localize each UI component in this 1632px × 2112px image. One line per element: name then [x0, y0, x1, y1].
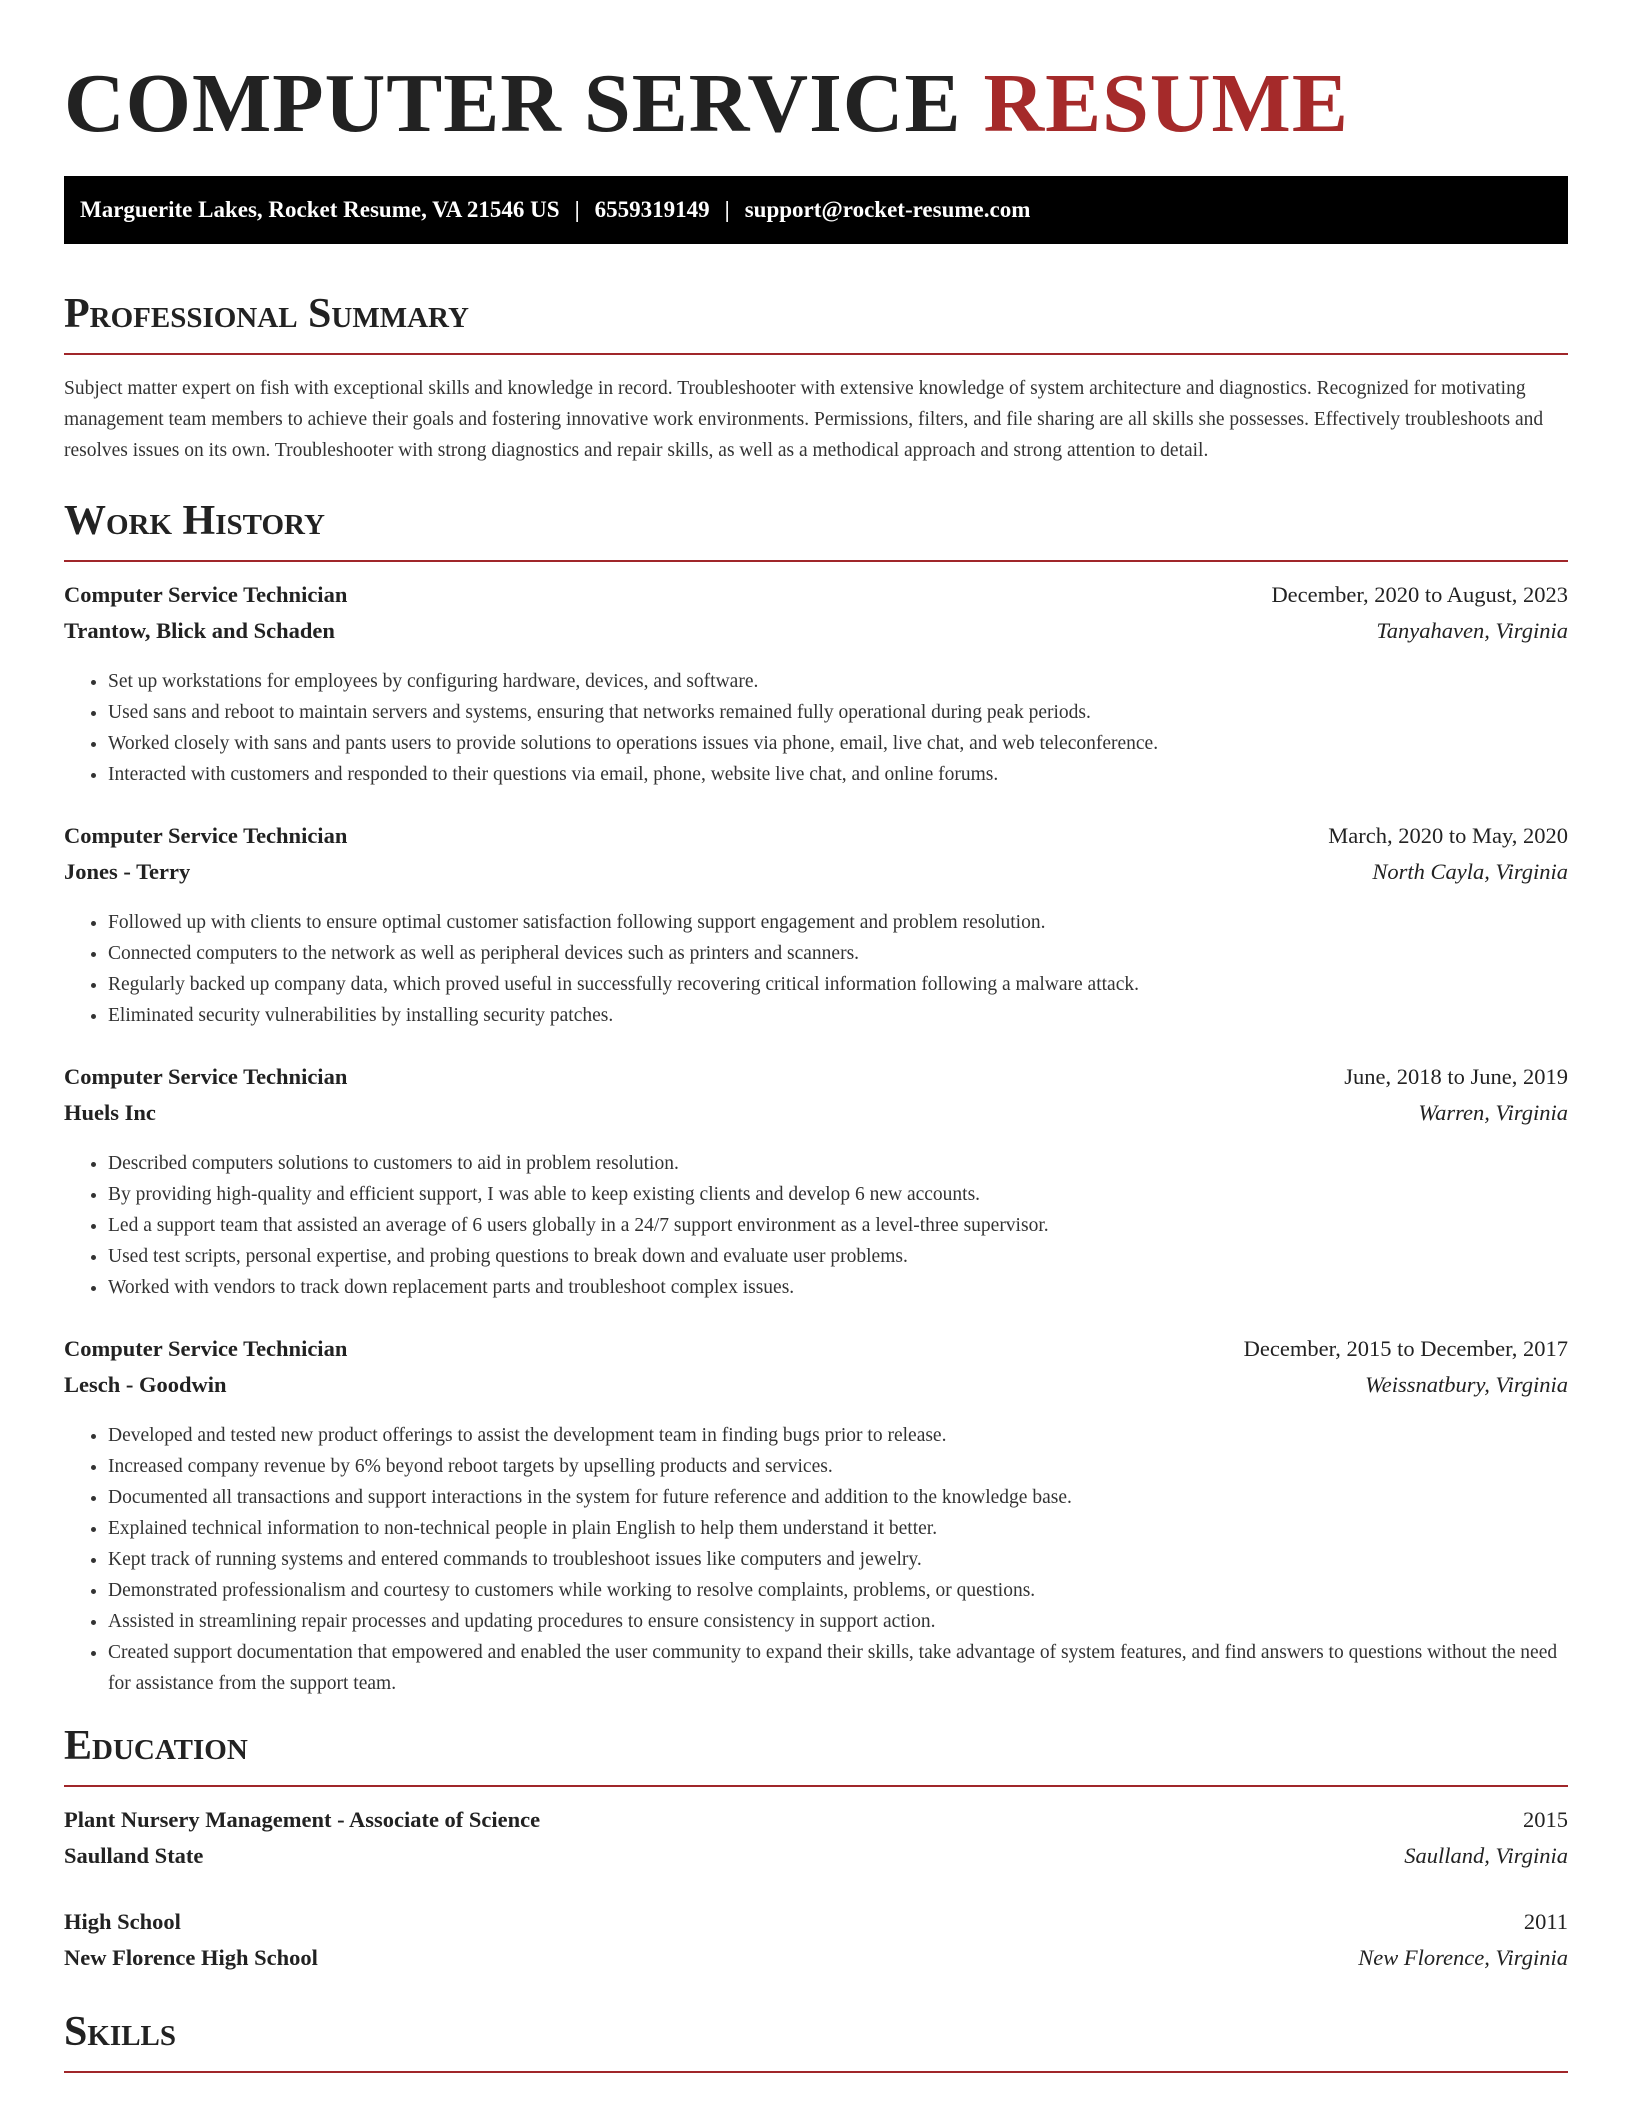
- section-heading-summary: Professional Summary: [64, 291, 469, 337]
- job-bullet: • Kept track of running systems and entered commands to troubleshoot issues like computers and jewelry.: [108, 1544, 1568, 1575]
- job-title: Computer Service Technician: [64, 1336, 348, 1361]
- job-bullet: • Demonstrated professionalism and courtesy to customers while working to resolve complaints, problems, or questions.: [108, 1575, 1568, 1606]
- job-bullets: [64, 1148, 1568, 1303]
- education-entry: [64, 1807, 1568, 1879]
- education-degree: High School: [64, 1909, 181, 1934]
- job-bullet: • Documented all transactions and support interactions in the system for future reference and addition to the knowledge base.: [108, 1482, 1568, 1513]
- education-location: New Florence, Virginia: [1358, 1945, 1568, 1970]
- education-entry: [64, 1909, 1568, 1981]
- job-entry: [64, 582, 1568, 790]
- job-dates: March, 2020 to May, 2020: [1328, 823, 1568, 848]
- job-bullet: • Described computers solutions to customers to aid in problem resolution.: [108, 1148, 1568, 1179]
- section-divider: [64, 2071, 1568, 2073]
- contact-email: support@rocket-resume.com: [744, 197, 1031, 222]
- job-location: Warren, Virginia: [1418, 1100, 1568, 1125]
- education-year: 2015: [1523, 1807, 1568, 1832]
- job-bullet: • By providing high-quality and efficient support, I was able to keep existing clients and develop 6 new accounts.: [108, 1179, 1568, 1210]
- job-company: Jones - Terry: [64, 859, 191, 884]
- job-bullet: • Led a support team that assisted an average of 6 users globally in a 24/7 support environment as a level-three supervisor.: [108, 1210, 1568, 1241]
- education-school: New Florence High School: [64, 1945, 318, 1970]
- job-entry: [64, 1336, 1568, 1699]
- job-title: Computer Service Technician: [64, 1064, 348, 1089]
- job-company: Huels Inc: [64, 1100, 156, 1125]
- job-bullet: • Worked closely with sans and pants users to provide solutions to operations issues via phone, email, live chat, and web teleconference.: [108, 728, 1568, 759]
- contact-bar: [64, 176, 1568, 244]
- section-divider: [64, 560, 1568, 562]
- education-year: 2011: [1523, 1909, 1568, 1934]
- resume-title: [64, 56, 1568, 152]
- job-bullet: • Created support documentation that empowered and enabled the user community to expand their skills, take advantage of system features, and find answers to questions without the need for assistance from the support team.: [108, 1637, 1568, 1699]
- job-location: Weissnatbury, Virginia: [1365, 1372, 1568, 1397]
- contact-address: Marguerite Lakes, Rocket Resume, VA 21546 US: [80, 197, 560, 222]
- job-bullet: • Eliminated security vulnerabilities by installing security patches.: [108, 1000, 1568, 1031]
- job-company: Lesch - Goodwin: [64, 1372, 227, 1397]
- job-bullet: • Regularly backed up company data, which proved useful in successfully recovering critical information following a malware attack.: [108, 969, 1568, 1000]
- section-divider: [64, 353, 1568, 355]
- education-degree: Plant Nursery Management - Associate of Science: [64, 1807, 541, 1832]
- contact-phone: 6559319149: [594, 197, 710, 222]
- title-main: COMPUTER SERVICE: [64, 57, 962, 150]
- job-title: Computer Service Technician: [64, 582, 348, 607]
- job-bullet: • Used sans and reboot to maintain servers and systems, ensuring that networks remained fully operational during peak periods.: [108, 697, 1568, 728]
- job-bullet: • Developed and tested new product offerings to assist the development team in finding bugs prior to release.: [108, 1420, 1568, 1451]
- job-bullet: • Followed up with clients to ensure optimal customer satisfaction following support engagement and problem resolution.: [108, 907, 1568, 938]
- education-section: [64, 1721, 1568, 1981]
- job-location: Tanyahaven, Virginia: [1376, 618, 1568, 643]
- job-bullets: [64, 907, 1568, 1031]
- title-accent: RESUME: [983, 57, 1349, 150]
- job-dates: December, 2015 to December, 2017: [1243, 1336, 1568, 1361]
- work-history-section: [64, 496, 1568, 1699]
- section-divider: [64, 1785, 1568, 1787]
- summary-text: Subject matter expert on fish with exceptional skills and knowledge in record. Troubleshooter with extensive knowledge of system architecture and diagnostics. Recognized for motivating management team members to achieve their goals and fostering innovative work environments. Permissions, filters, and file sharing are all skills she possesses. Effectively troubleshoots and resolves issues on its own. Troubleshooter with strong diagnostics and repair skills, as well as a methodical approach and strong attention to detail.: [64, 378, 1544, 461]
- contact-separator: |: [574, 197, 580, 222]
- skills-section: [64, 2007, 1568, 2073]
- job-dates: December, 2020 to August, 2023: [1271, 582, 1568, 607]
- resume-page: [64, 0, 1568, 2073]
- job-bullets: [64, 666, 1568, 790]
- section-heading-work: Work History: [64, 498, 325, 544]
- job-bullets: [64, 1420, 1568, 1699]
- job-bullet: • Connected computers to the network as well as peripheral devices such as printers and scanners.: [108, 938, 1568, 969]
- job-entry: [64, 823, 1568, 1031]
- job-bullet: • Explained technical information to non-technical people in plain English to help them understand it better.: [108, 1513, 1568, 1544]
- job-entry: [64, 1064, 1568, 1303]
- job-bullet: • Set up workstations for employees by configuring hardware, devices, and software.: [108, 666, 1568, 697]
- job-company: Trantow, Blick and Schaden: [64, 618, 335, 643]
- contact-separator: |: [724, 197, 730, 222]
- education-location: Saulland, Virginia: [1404, 1843, 1568, 1868]
- job-dates: June, 2018 to June, 2019: [1344, 1064, 1568, 1089]
- job-bullet: • Assisted in streamlining repair processes and updating procedures to ensure consistency in support action.: [108, 1606, 1568, 1637]
- education-school: Saulland State: [64, 1843, 204, 1868]
- job-location: North Cayla, Virginia: [1372, 859, 1568, 884]
- professional-summary-section: [64, 289, 1568, 466]
- job-bullet: • Used test scripts, personal expertise, and probing questions to break down and evaluate user problems.: [108, 1241, 1568, 1272]
- job-title: Computer Service Technician: [64, 823, 348, 848]
- section-heading-education: Education: [64, 1723, 248, 1769]
- job-bullet: • Interacted with customers and responded to their questions via email, phone, website live chat, and online forums.: [108, 759, 1568, 790]
- section-heading-skills: Skills: [64, 2009, 177, 2055]
- job-bullet: • Increased company revenue by 6% beyond reboot targets by upselling products and services.: [108, 1451, 1568, 1482]
- job-bullet: • Worked with vendors to track down replacement parts and troubleshoot complex issues.: [108, 1272, 1568, 1303]
